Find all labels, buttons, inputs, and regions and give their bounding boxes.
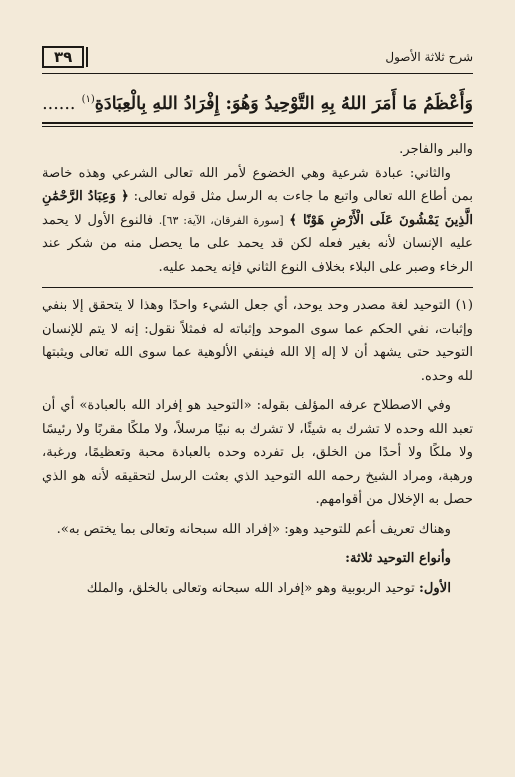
matn-title <box>42 82 473 118</box>
paragraph-2 <box>42 162 473 280</box>
verse-citation: [سورة الفرقان، الآية: ٦٣]. <box>158 213 284 227</box>
footnote-paragraph-2: وفي الاصطلاح عرفه المؤلف بقوله: «التوحيد هو إفراد الله بالعبادة» أي أن تعبد الله وحده لا تشرك به شيئًا، لا تشرك به نبيًا مرسلاً، ولا ملكًا مقربًا ولا رئيسًا ولا ملكًا ولا أحدًا من الخلق، بل تفرده وحده بالعبادة محبة وتعظيمًا، ورغبة، ورهبة، ومراد الشيخ رحمه الله التوحيد الذي بعثت الرسل لتحقيقه لأنه هو الذي حصل به الإخلال من أقوامهم. <box>42 398 473 507</box>
footnotes <box>42 294 473 600</box>
paragraph-1: والبر والفاجر. <box>399 142 473 157</box>
page-header <box>42 44 473 70</box>
footnote-mark: (١) <box>81 94 95 105</box>
paragraph-2-part-a: والثاني: عبادة شرعية وهي الخضوع لأمر الله تعالى الشرعي وهذه خاصة بمن أطاع الله تعالى واتبع ما جاءت به الرسل مثل قوله تعالى: <box>42 165 473 204</box>
footnote-paragraph-5-label: الأول: <box>418 580 451 596</box>
footnote-paragraph-5 <box>42 577 473 601</box>
paragraph-2-part-b: فالنوع الأول لا يحمد عليه الإنسان لأنه بغير فعله لكن قد يحمد على ما يحصل منه من شكر عند الرخاء وصبر على البلاء بخلاف النوع الثاني فإنه يحمد عليه. <box>42 212 473 275</box>
title-dots: ...... <box>42 93 76 114</box>
page-number: ٣٩ <box>42 46 84 68</box>
title-rule-thin <box>42 126 473 127</box>
main-text <box>42 138 473 600</box>
footnote-paragraph-4: وأنواع التوحيد ثلاثة: <box>345 551 451 566</box>
title-rule-thick <box>42 122 473 124</box>
footnote-paragraph-3: وهناك تعريف أعم للتوحيد وهو: «إفراد الله سبحانه وتعالى بما يختص به». <box>56 521 451 537</box>
header-rule <box>42 73 473 74</box>
footnote-separator <box>42 287 473 288</box>
quran-verse: ﴿ وَعِبَادُ الرَّحْمَٰنِ الَّذِينَ يَمْشُونَ عَلَى الْأَرْضِ هَوْنًا ﴾ <box>42 189 474 228</box>
footnote-paragraph-1: (١) التوحيد لغة مصدر وحد يوحد، أي جعل الشيء واحدًا وهذا لا يتحقق إلا بنفي وإثبات، نفي الحكم عما سوى الموحد وإثباته له فمثلاً نقول: إنه لا يتم للإنسان التوحيد حتى يشهد أن لا إله إلا الله فينفي الألوهية عما سوى الله تعالى ويثبتها لله وحده. <box>42 298 473 384</box>
footnote-paragraph-5-text: توحيد الربوبية وهو «إفراد الله سبحانه وتعالى بالخلق، والملك <box>86 580 415 596</box>
running-head: شرح ثلاثة الأصول <box>385 50 473 64</box>
title-text: وَأَعْظَمُ مَا أَمَرَ اللهُ بِهِ التَّوْحِيدُ وَهُوَ: إِفْرَادُ اللهِ بِالْعِبَادَةِ <box>94 93 473 114</box>
